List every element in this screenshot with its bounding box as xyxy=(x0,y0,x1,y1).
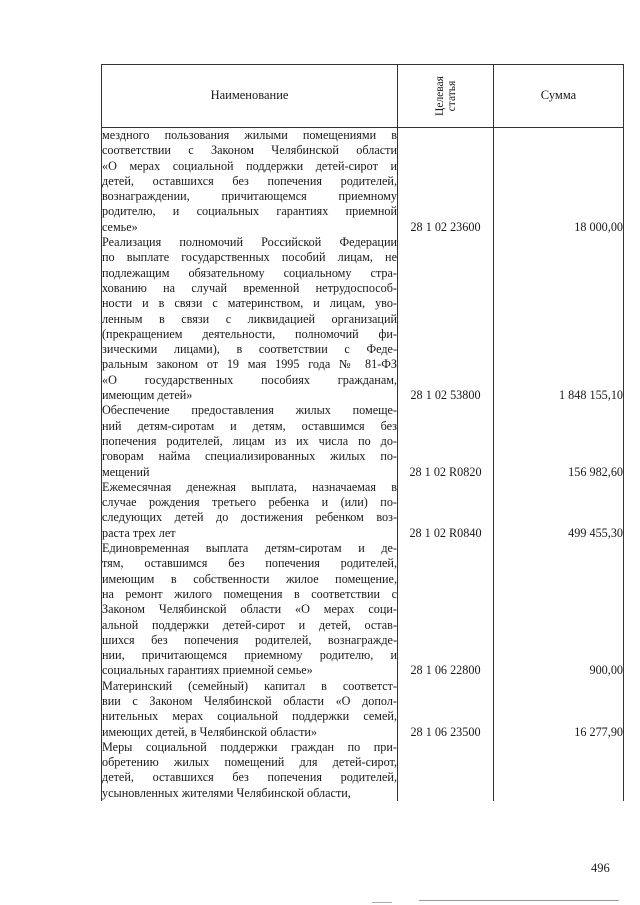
row-name-line: Материнский (семейный) капитал в соответст- xyxy=(102,678,397,693)
row-name-line: Законом Челябинской области «О мерах соци- xyxy=(102,602,397,617)
row-name-line: альной поддержки детей-сирот и детей, остав- xyxy=(102,617,397,632)
header-code-line: Целевая xyxy=(433,76,446,116)
row-name-line: попечения родителей, лицам из их числа по до- xyxy=(102,433,397,448)
row-code: 28 1 02 53800 xyxy=(398,235,494,403)
row-name xyxy=(102,235,398,403)
row-name-line: усыновленных жителями Челябинской области, xyxy=(102,785,351,800)
row-name-line: Реализация полномочий Российской Федерации xyxy=(102,235,397,250)
header-sum: Сумма xyxy=(494,65,624,128)
row-name-line: Ежемесячная денежная выплата, назначаемая в xyxy=(102,479,397,494)
row-name-line: на ремонт жилого помещения в соответствии с xyxy=(102,586,397,601)
row-code: 28 1 06 23500 xyxy=(398,679,494,740)
row-name-line: ленным в связи с ликвидацией организаций xyxy=(102,311,397,326)
row-name-line: «О государственных пособиях гражданам, xyxy=(102,372,397,387)
row-name-line: вознаграждении, причитающемся приемному xyxy=(102,189,397,204)
table-row xyxy=(102,740,624,801)
row-sum: 1 848 155,10 xyxy=(494,235,624,403)
row-name-line: следующих детей до достижения ребенком воз- xyxy=(102,510,397,525)
row-name-line: детей, оставшихся без попечения родителей, xyxy=(102,770,397,785)
budget-table xyxy=(101,64,624,801)
row-name-line: шихся без попечения родителей, вознагражде- xyxy=(102,632,397,647)
header-name: Наименование xyxy=(102,65,398,128)
row-name-line: семье» xyxy=(102,219,138,234)
row-name xyxy=(102,740,398,801)
header-code-cell xyxy=(398,65,494,128)
row-name-line: тям, оставшимся без попечения родителей, xyxy=(102,556,397,571)
row-name-line: Меры социальной поддержки граждан по при- xyxy=(102,739,397,754)
footer-rule xyxy=(419,900,619,901)
page-number: 496 xyxy=(591,861,610,875)
row-code: 28 1 02 23600 xyxy=(398,128,494,236)
row-sum: 16 277,90 xyxy=(494,679,624,740)
row-code: 28 1 02 R0840 xyxy=(398,480,494,541)
footer-mark xyxy=(372,902,392,903)
row-name xyxy=(102,679,398,740)
row-name-line: раста трех лет xyxy=(102,525,176,540)
row-name-line: имеющим детей» xyxy=(102,388,193,403)
row-name-line: по выплате государственных пособий лицам, не xyxy=(102,250,397,265)
row-sum: 499 455,30 xyxy=(494,480,624,541)
row-name xyxy=(102,541,398,679)
table-row xyxy=(102,480,624,541)
row-name-line: (прекращением деятельности, полномочий фи- xyxy=(102,326,397,341)
row-name xyxy=(102,128,398,236)
row-name-line: зическими лицами), в соответствии с Феде- xyxy=(102,342,397,357)
table-row xyxy=(102,541,624,679)
table-row xyxy=(102,403,624,479)
row-sum xyxy=(494,740,624,801)
row-sum: 18 000,00 xyxy=(494,128,624,236)
row-name-line: имеющим в собственности жилое помещение, xyxy=(102,571,397,586)
row-code: 28 1 06 22800 xyxy=(398,541,494,679)
table-row xyxy=(102,679,624,740)
row-name-line: ральным законом от 19 мая 1995 года № 81-ФЗ xyxy=(102,357,397,372)
row-name-line: Единовременная выплата детям-сиротам и де- xyxy=(102,541,397,556)
row-name-line: «О мерах социальной поддержки детей-сирот и xyxy=(102,158,397,173)
row-sum: 900,00 xyxy=(494,541,624,679)
row-name-line: имеющих детей, в Челябинской области» xyxy=(102,724,318,739)
row-sum: 156 982,60 xyxy=(494,403,624,479)
row-code xyxy=(398,740,494,801)
row-name-line: мещений xyxy=(102,464,150,479)
row-name-line: Обеспечение предоставления жилых помеще- xyxy=(102,403,397,418)
row-code: 28 1 02 R0820 xyxy=(398,403,494,479)
row-name-line: нительных мерах социальной поддержки семей, xyxy=(102,709,397,724)
table-header-row xyxy=(102,65,624,128)
row-name-line: случае рождения третьего ребенка и (или) по- xyxy=(102,495,397,510)
table-row xyxy=(102,128,624,236)
row-name-line: ности и в связи с материнством, и лицам, уво- xyxy=(102,296,397,311)
row-name-line: подлежащим обязательному социальному стра- xyxy=(102,265,397,280)
row-name-line: мездного пользования жилыми помещениями в xyxy=(102,128,397,142)
row-name-line: детей, оставшихся без попечения родителей, xyxy=(102,173,397,188)
header-code xyxy=(434,76,458,116)
row-name-line: родителю, и социальных гарантиях приемной xyxy=(102,204,397,219)
row-name-line: социальных гарантиях приемной семье» xyxy=(102,663,313,678)
row-name xyxy=(102,480,398,541)
row-name-line: обретению жилых помещений для детей-сирот, xyxy=(102,755,397,770)
row-name-line: ний детям-сиротам и детям, оставшимся без xyxy=(102,418,397,433)
row-name-line: соответствии с Законом Челябинской области xyxy=(102,143,397,158)
row-name-line: вии с Законом Челябинской области «О допол- xyxy=(102,693,397,708)
row-name-line: нии, причитающемся приемному родителю, и xyxy=(102,648,397,663)
row-name xyxy=(102,403,398,479)
row-name-line: говорам найма специализированных жилых по- xyxy=(102,449,397,464)
table-row xyxy=(102,235,624,403)
header-code-line: статья xyxy=(445,80,458,112)
row-name-line: хованию на случай временной нетрудоспособ- xyxy=(102,280,397,295)
